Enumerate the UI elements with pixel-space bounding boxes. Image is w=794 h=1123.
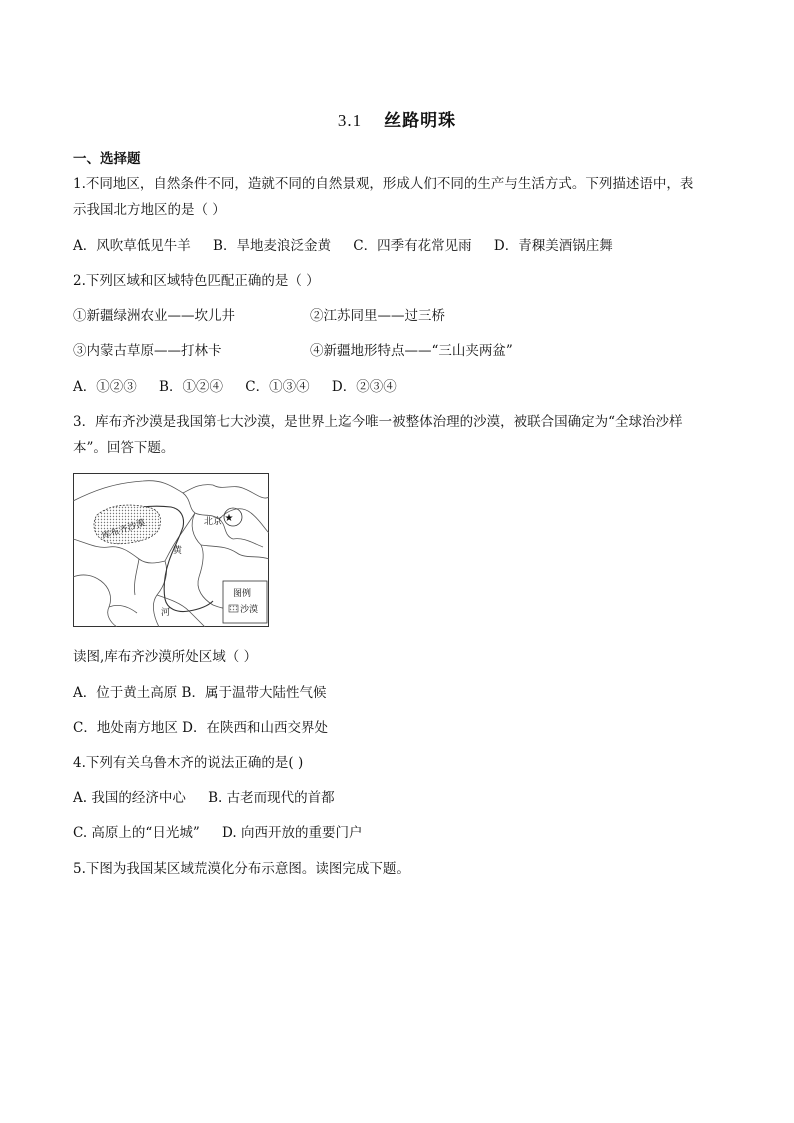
legend-item: 沙漠 <box>240 605 259 615</box>
q1-option-d: D．青稞美酒锅庄舞 <box>493 238 613 254</box>
river-label-1: 黄 <box>173 546 183 556</box>
q3-option-b: B．属于温带大陆性气候 <box>181 685 327 701</box>
desert-label: 库布齐沙漠 <box>100 518 147 542</box>
section-heading: 一、选择题 <box>73 151 141 167</box>
q1-options <box>73 234 613 254</box>
q2-item-1: ①新疆绿洲农业——坎儿井 <box>73 308 235 324</box>
q3-options-row2 <box>73 716 328 736</box>
q3-option-a: A．位于黄土高原 <box>73 685 178 701</box>
q2-option-b: B．①②④ <box>159 379 223 395</box>
q4-option-a: A. 我国的经济中心 <box>73 790 186 806</box>
q3-stem-line1: 3．库布齐沙漠是我国第七大沙漠，是世界上迄今唯一被整体治理的沙漠，被联合国确定为“全球治沙样 <box>73 414 683 430</box>
q2-stem: 2.下列区域和区域特色匹配正确的是（ ） <box>73 273 320 289</box>
q2-option-c: C．①③④ <box>245 379 310 395</box>
q1-stem-line2: 示我国北方地区的是（ ） <box>73 202 226 218</box>
q2-option-a: A．①②③ <box>73 379 137 395</box>
q4-options-row2 <box>73 821 362 841</box>
q1-stem-line1: 1.不同地区，自然条件不同，造就不同的自然景观，形成人们不同的生产与生活方式。下列描述语中，表 <box>73 176 694 192</box>
q1-option-a: A．风吹草低见牛羊 <box>73 238 191 254</box>
q3-sub-stem: 读图,库布齐沙漠所处区域（ ） <box>73 649 258 665</box>
q4-option-b: B. 古老而现代的首都 <box>208 790 335 806</box>
q2-item-3: ③内蒙古草原——打林卡 <box>73 343 222 359</box>
q4-options-row1 <box>73 786 335 806</box>
desert-map <box>73 473 269 627</box>
q3-options-row1 <box>73 681 326 701</box>
legend-swatch <box>229 605 238 612</box>
q1-option-c: C．四季有花常见雨 <box>353 238 472 254</box>
q3-stem-line2: 本”。回答下题。 <box>73 440 175 456</box>
q2-item-4: ④新疆地形特点——“三山夹两盆” <box>310 343 513 359</box>
q3-option-c: C．地处南方地区 <box>73 720 178 736</box>
q4-option-c: C. 高原上的“日光城” <box>73 825 200 841</box>
q1-option-b: B．旱地麦浪泛金黄 <box>213 238 331 254</box>
q4-stem: 4.下列有关乌鲁木齐的说法正确的是( ) <box>73 755 304 771</box>
beijing-star-icon: ★ <box>224 513 234 524</box>
q2-item-2: ②江苏同里——过三桥 <box>310 308 445 324</box>
q2-option-d: D．②③④ <box>331 379 397 395</box>
title-number: 3.1 <box>337 111 363 130</box>
beijing-label: 北京 <box>204 517 223 527</box>
q5-stem: 5.下图为我国某区域荒漠化分布示意图。读图完成下题。 <box>73 861 410 877</box>
q2-options <box>73 375 397 395</box>
q4-option-d: D. 向西开放的重要门户 <box>222 825 363 841</box>
page-title <box>0 106 794 131</box>
legend-title: 图例 <box>233 589 252 599</box>
q3-option-d: D．在陕西和山西交界处 <box>182 720 328 736</box>
title-text: 丝路明珠 <box>384 111 457 131</box>
map-legend <box>223 581 267 623</box>
river-label-2: 河 <box>161 608 171 618</box>
